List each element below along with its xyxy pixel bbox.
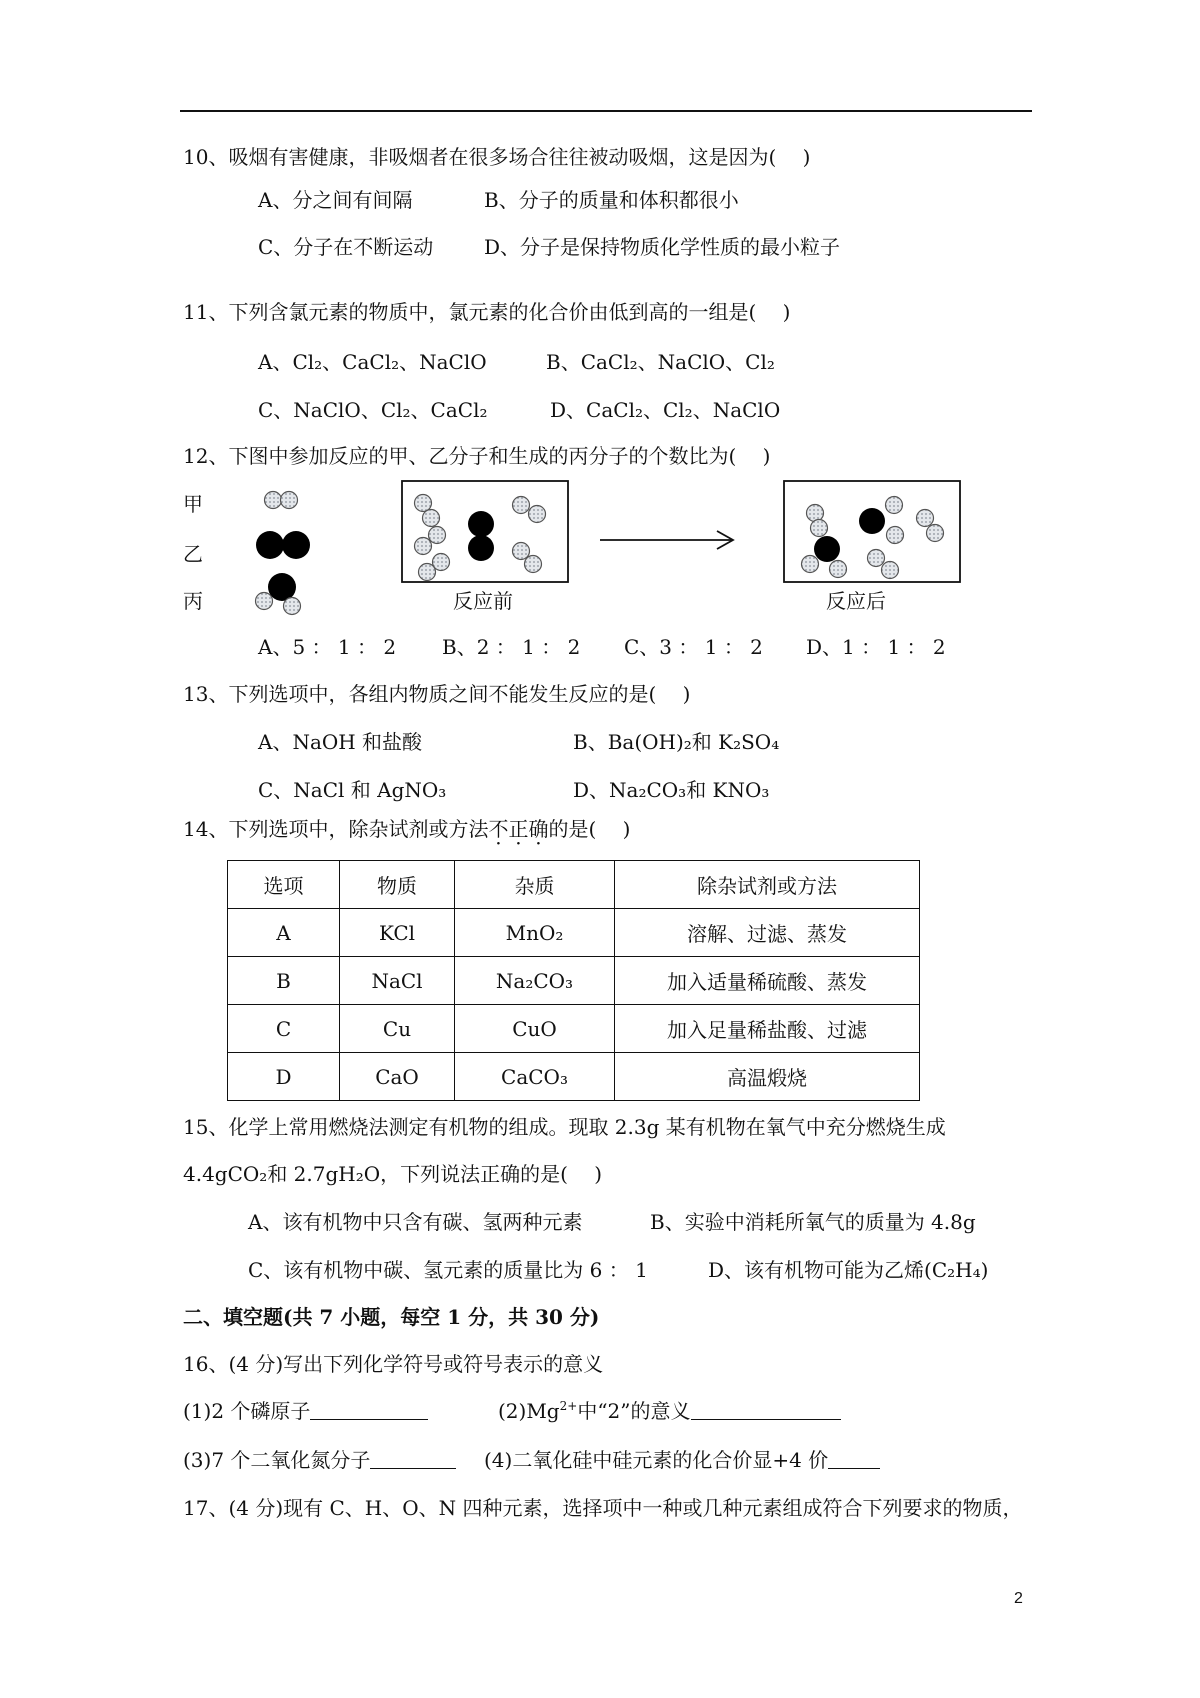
q11-option-c: C、NaClO、Cl₂、CaCl₂ bbox=[258, 398, 488, 422]
before-jia-molecule-5 bbox=[513, 543, 542, 573]
before-reaction-box bbox=[402, 481, 568, 582]
table-header-cell: 物质 bbox=[340, 861, 455, 909]
table-cell: Cu bbox=[340, 1005, 455, 1053]
q15-option-d: D、该有机物可能为乙烯(C₂H₄) bbox=[708, 1258, 989, 1282]
table-header-cell: 选项 bbox=[228, 861, 340, 909]
q16-part-3-text: (3)7 个二氧化氮分子 bbox=[183, 1448, 371, 1472]
q13-option-b: B、Ba(OH)₂和 K₂SO₄ bbox=[573, 730, 780, 754]
table-row bbox=[228, 1005, 920, 1053]
after-bing-molecule-1 bbox=[802, 536, 847, 578]
table-cell: 加入足量稀盐酸、过滤 bbox=[615, 1005, 920, 1053]
after-jia-molecule-2 bbox=[868, 550, 899, 579]
table-cell: B bbox=[228, 957, 340, 1005]
q13-stem: 13、下列选项中，各组内物质之间不能发生反应的是( ) bbox=[183, 682, 691, 706]
q12-stem: 12、下图中参加反应的甲、乙分子和生成的丙分子的个数比为( ) bbox=[183, 444, 771, 468]
after-bing-molecule-2 bbox=[859, 497, 904, 544]
q12-option-c: C、3 ： 1 ： 2 bbox=[624, 635, 763, 659]
table-cell: KCl bbox=[340, 909, 455, 957]
q14-table bbox=[227, 860, 920, 1101]
q11-option-a: A、Cl₂、CaCl₂、NaClO bbox=[258, 350, 487, 374]
table-row bbox=[228, 957, 920, 1005]
table-cell: C bbox=[228, 1005, 340, 1053]
q16-part-4 bbox=[484, 1446, 880, 1474]
table-cell: 加入适量稀硫酸、蒸发 bbox=[615, 957, 920, 1005]
q14-stem-emphasis-2: 正 bbox=[508, 817, 529, 841]
table-cell: A bbox=[228, 909, 340, 957]
q16-part-2-text-post: 中“2”的意义 bbox=[577, 1399, 691, 1423]
answer-blank-4[interactable] bbox=[828, 1448, 880, 1469]
q15-stem-line-2: 4.4gCO₂和 2.7gH₂O，下列说法正确的是( ) bbox=[183, 1162, 603, 1186]
q10-option-b: B、分子的质量和体积都很小 bbox=[484, 188, 739, 212]
q15-stem-line-1: 15、化学上常用燃烧法测定有机物的组成。现取 2.3g 某有机物在氧气中充分燃烧生成 bbox=[183, 1115, 946, 1139]
q15-option-a: A、该有机物中只含有碳、氢两种元素 bbox=[248, 1210, 583, 1234]
table-row bbox=[228, 909, 920, 957]
before-jia-molecule-4 bbox=[513, 497, 546, 523]
table-cell: CuO bbox=[455, 1005, 615, 1053]
q11-stem: 11、下列含氯元素的物质中，氯元素的化合价由低到高的一组是( ) bbox=[183, 300, 791, 324]
q10-option-d: D、分子是保持物质化学性质的最小粒子 bbox=[484, 235, 841, 259]
q13-option-d: D、Na₂CO₃和 KNO₃ bbox=[573, 778, 770, 802]
legend-jia-molecule bbox=[265, 492, 298, 509]
table-cell: D bbox=[228, 1053, 340, 1101]
table-cell: NaCl bbox=[340, 957, 455, 1005]
q14-stem bbox=[183, 815, 630, 843]
q16-part-2-charge: 2+ bbox=[559, 1399, 578, 1413]
q17-stem: 17、(4 分)现有 C、H、O、N 四种元素，选择项中一种或几种元素组成符合下列要求的物质， bbox=[183, 1496, 1023, 1520]
q10-option-c: C、分子在不断运动 bbox=[258, 235, 434, 259]
legend-yi-molecule bbox=[256, 531, 310, 559]
table-header-row bbox=[228, 861, 920, 909]
q16-stem: 16、(4 分)写出下列化学符号或符号表示的意义 bbox=[183, 1352, 604, 1376]
before-jia-molecule-2 bbox=[415, 527, 446, 555]
q12-option-a: A、5 ： 1 ： 2 bbox=[258, 635, 397, 659]
table-cell: Na₂CO₃ bbox=[455, 957, 615, 1005]
q11-option-b: B、CaCl₂、NaClO、Cl₂ bbox=[546, 350, 775, 374]
table-cell: 高温煅烧 bbox=[615, 1053, 920, 1101]
legend-bing-molecule bbox=[256, 573, 301, 615]
q16-part-3 bbox=[183, 1446, 456, 1474]
table-cell: CaO bbox=[340, 1053, 455, 1101]
page-number: 2 bbox=[1014, 1590, 1023, 1607]
q14-stem-post: 的是( ) bbox=[548, 817, 631, 841]
q14-stem-emphasis-3: 确 bbox=[528, 817, 549, 841]
before-label: 反应前 bbox=[453, 589, 513, 613]
answer-blank-3[interactable] bbox=[370, 1448, 456, 1469]
q16-part-2 bbox=[498, 1397, 841, 1425]
table-cell: MnO₂ bbox=[455, 909, 615, 957]
before-jia-molecule-3 bbox=[419, 554, 450, 581]
table-header-cell: 除杂试剂或方法 bbox=[615, 861, 920, 909]
table-cell: CaCO₃ bbox=[455, 1053, 615, 1101]
q12-option-b: B、2 ： 1 ： 2 bbox=[442, 635, 581, 659]
table-cell: 溶解、过滤、蒸发 bbox=[615, 909, 920, 957]
legend-jia-label: 甲 bbox=[183, 492, 203, 516]
section-2-title: 二、填空题(共 7 小题，每空 1 分，共 30 分) bbox=[183, 1305, 600, 1329]
q16-part-2-text: (2)Mg bbox=[498, 1399, 560, 1423]
q10-option-a: A、分之间有间隔 bbox=[258, 188, 413, 212]
after-label: 反应后 bbox=[826, 589, 886, 613]
legend-yi-label: 乙 bbox=[183, 542, 203, 566]
q15-option-b: B、实验中消耗所氧气的质量为 4.8g bbox=[650, 1210, 976, 1234]
q10-stem: 10、吸烟有害健康，非吸烟者在很多场合往往被动吸烟，这是因为( ) bbox=[183, 145, 811, 169]
q16-part-1 bbox=[183, 1397, 428, 1425]
before-jia-molecule-1 bbox=[415, 495, 440, 527]
q14-stem-emphasis-1: 不 bbox=[488, 817, 509, 841]
legend-bing-label: 丙 bbox=[183, 589, 203, 613]
after-jia-molecule-3 bbox=[917, 510, 944, 542]
answer-blank-2[interactable] bbox=[691, 1399, 841, 1420]
q13-option-a: A、NaOH 和盐酸 bbox=[258, 730, 423, 754]
after-jia-molecule-1 bbox=[807, 505, 828, 537]
reaction-diagram bbox=[0, 0, 1200, 640]
q12-option-d: D、1 ： 1 ： 2 bbox=[806, 635, 946, 659]
q15-option-c: C、该有机物中碳、氢元素的质量比为 6 ： 1 bbox=[248, 1258, 648, 1282]
q14-stem-pre: 14、下列选项中，除杂试剂或方法 bbox=[183, 817, 489, 841]
after-reaction-box bbox=[784, 481, 960, 582]
table-header-cell: 杂质 bbox=[455, 861, 615, 909]
q11-option-d: D、CaCl₂、Cl₂、NaClO bbox=[550, 398, 781, 422]
answer-blank-1[interactable] bbox=[310, 1399, 428, 1420]
q16-part-4-text: (4)二氧化硅中硅元素的化合价显+4 价 bbox=[484, 1448, 829, 1472]
table-row bbox=[228, 1053, 920, 1101]
before-yi-molecule bbox=[468, 511, 494, 561]
reaction-arrow bbox=[600, 531, 733, 549]
q13-option-c: C、NaCl 和 AgNO₃ bbox=[258, 778, 447, 802]
q16-part-1-text: (1)2 个磷原子 bbox=[183, 1399, 311, 1423]
